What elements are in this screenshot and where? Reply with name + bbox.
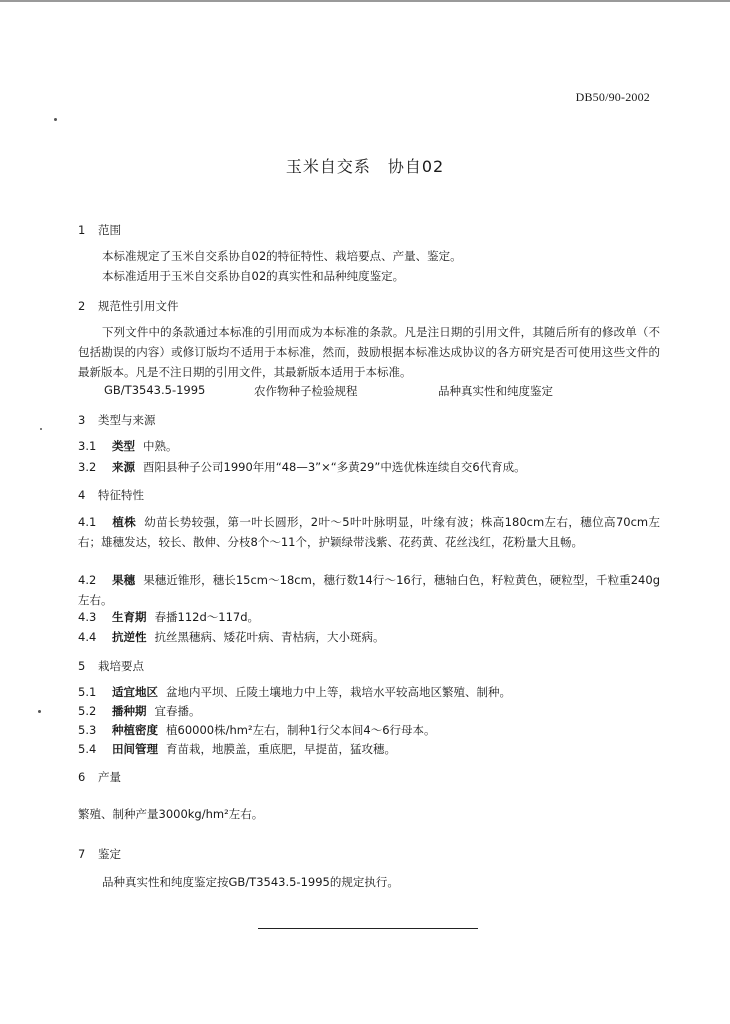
document-code: DB50/90-2002: [575, 90, 650, 104]
item-text: 盆地内平坝、丘陵土壤地力中上等，栽培水平较高地区繁殖、制种。: [166, 685, 511, 699]
item-text: 植60000株/hm²左右，制种1行父本间4～6行母本。: [166, 723, 436, 737]
item-term: 植株: [112, 515, 137, 529]
item-4-3: [78, 609, 259, 625]
section-number: 3: [78, 413, 86, 427]
item-number: 5.2: [78, 704, 97, 718]
item-5-4: [78, 741, 396, 757]
section-number: 2: [78, 299, 86, 313]
reference-code: GB/T3543.5-1995: [104, 383, 206, 397]
section-1-heading: [78, 222, 121, 238]
item-text: 宜春播。: [154, 704, 201, 718]
item-number: 4.1: [78, 515, 97, 529]
section-number: 4: [78, 488, 86, 502]
section-number: 5: [78, 659, 86, 673]
item-text: 春播112d～117d。: [154, 610, 259, 624]
item-5-2: [78, 703, 201, 719]
reference-entry: [104, 383, 664, 401]
normative-references-paragraph: 下列文件中的条款通过本标准的引用而成为本标准的条款。凡是注日期的引用文件，其随后所有的修改单（不包括勘误的内容）或修订版均不适用于本标准，然而，鼓励根据本标准达成协议的各方研究是否可使用这些文件的最新版本。凡是不注日期的引用文件，其最新版本适用于本标准。: [78, 325, 660, 379]
item-5-3: [78, 722, 436, 738]
reference-name: 农作物种子检验规程: [254, 384, 358, 398]
item-number: 4.3: [78, 610, 97, 624]
item-term: 来源: [112, 460, 135, 474]
section-title: 规范性引用文件: [98, 299, 179, 313]
identification-text: 品种真实性和纯度鉴定按GB/T3543.5-1995的规定执行。: [102, 875, 399, 889]
section-6-heading: [78, 769, 121, 785]
item-text: 酉阳县种子公司1990年用“48—3”×“多黄29”中选优株连续自交6代育成。: [143, 460, 526, 474]
item-5-1: [78, 684, 511, 700]
item-number: 5.1: [78, 685, 97, 699]
section-title: 鉴定: [98, 847, 121, 861]
section-number: 1: [78, 223, 86, 237]
item-term: 播种期: [112, 704, 147, 718]
scope-line-1: 本标准规定了玉米自交系协自02的特征特性、栽培要点、产量、鉴定。: [102, 249, 462, 263]
section-7-heading: [78, 846, 121, 862]
section-number: 6: [78, 770, 86, 784]
section-title: 类型与来源: [98, 413, 156, 427]
item-4-4: [78, 629, 385, 645]
section-title: 栽培要点: [98, 659, 144, 673]
item-term: 抗逆性: [112, 630, 147, 644]
end-rule: [258, 928, 478, 929]
item-term: 种植密度: [112, 723, 158, 737]
section-number: 7: [78, 847, 86, 861]
section-2-heading: [78, 298, 179, 314]
item-number: 4.4: [78, 630, 97, 644]
scan-speck: [38, 710, 41, 713]
item-text: 育苗栽，地膜盖，重底肥，早提苗，猛攻穗。: [166, 742, 396, 756]
item-4-2: [78, 570, 660, 610]
item-term: 果穗: [112, 573, 136, 587]
yield-text: 繁殖、制种产量3000kg/hm²左右。: [78, 807, 264, 821]
section-title: 特征特性: [98, 488, 144, 502]
item-number: 4.2: [78, 573, 97, 587]
section-3-heading: [78, 412, 156, 428]
scan-top-edge: [0, 0, 730, 2]
item-term: 适宜地区: [112, 685, 158, 699]
reference-subject: 品种真实性和纯度鉴定: [438, 384, 553, 398]
item-number: 3.1: [78, 439, 97, 453]
scan-speck: [40, 428, 42, 430]
item-number: 3.2: [78, 460, 97, 474]
item-term: 生育期: [112, 610, 147, 624]
item-text: 抗丝黑穗病、矮花叶病、青枯病，大小斑病。: [154, 630, 385, 644]
item-term: 类型: [112, 439, 135, 453]
section-title: 产量: [98, 770, 121, 784]
item-text: 中熟。: [143, 439, 178, 453]
section-4-heading: [78, 487, 144, 503]
section-5-heading: [78, 658, 144, 674]
scan-speck: [54, 118, 57, 121]
item-text: 果穗近锥形，穗长15cm～18cm，穗行数14行～16行，穗轴白色，籽粒黄色，硬粒型，千粒重240g左右。: [78, 573, 660, 607]
document-title: 玉米自交系 协自02: [285, 157, 445, 176]
item-4-1: [78, 512, 660, 552]
item-text: 幼苗长势较强，第一叶长圆形，2叶～5叶叶脉明显，叶缘有波；株高180cm左右，穗位高70cm左右；雄穗发达，较长、散伸、分枝8个～11个，护颖绿带浅紫、花药黄、花丝浅红，花粉量大且畅。: [78, 515, 661, 549]
section-title: 范围: [98, 223, 121, 237]
item-number: 5.3: [78, 723, 97, 737]
item-3-1: [78, 438, 178, 454]
item-number: 5.4: [78, 742, 97, 756]
item-term: 田间管理: [112, 742, 158, 756]
scope-line-2: 本标准适用于玉米自交系协自02的真实性和品种纯度鉴定。: [102, 269, 405, 283]
item-3-2: [78, 459, 526, 475]
